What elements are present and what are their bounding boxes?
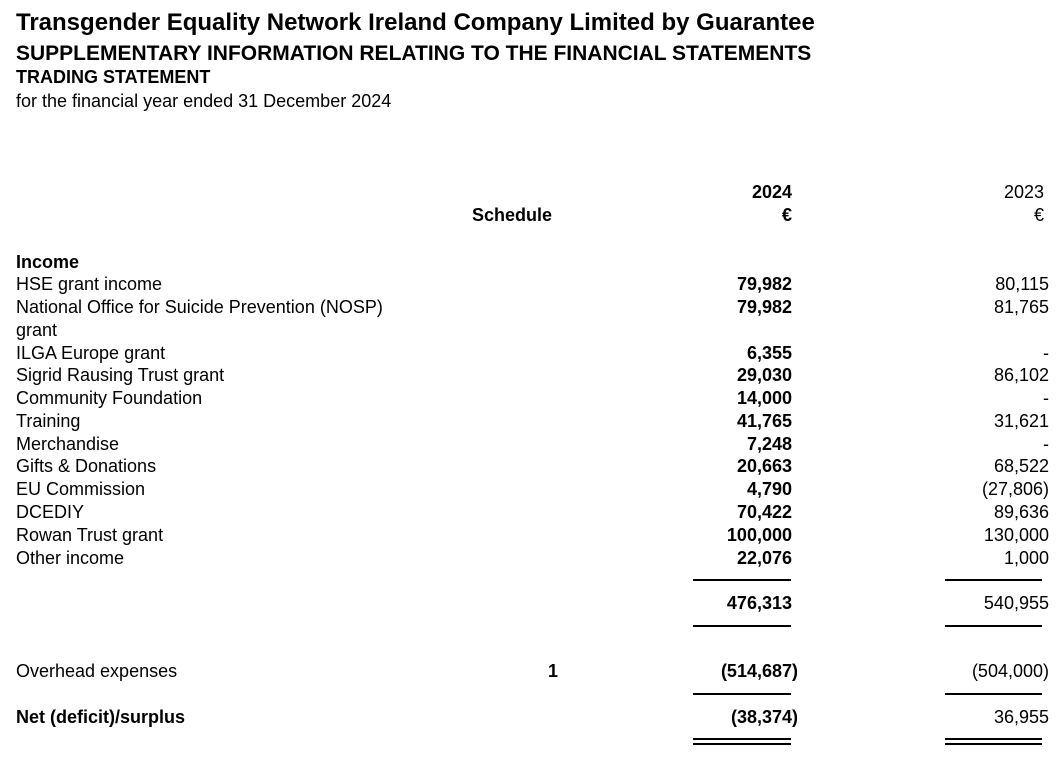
statement-title: TRADING STATEMENT	[16, 67, 211, 87]
income-row-current: 7,248	[746, 434, 792, 454]
income-row-prior: -	[1043, 343, 1049, 363]
income-row-current: 29,030	[736, 365, 792, 385]
income-row-label: ILGA Europe grant	[16, 343, 166, 363]
overhead-current: (514,687)	[720, 661, 798, 681]
income-row-prior: 89,636	[993, 502, 1049, 522]
income-row-label: Other income	[16, 548, 125, 568]
company-name: Transgender Equality Network Ireland Company Limited by Guarantee	[16, 9, 815, 36]
income-row-current: 79,982	[736, 274, 792, 294]
total-income-prior: 540,955	[983, 593, 1049, 613]
income-row-label: Merchandise	[16, 434, 120, 454]
income-row-current: 41,765	[736, 411, 792, 431]
currency-current-header: €	[781, 205, 792, 225]
income-row-prior: 68,522	[993, 456, 1049, 476]
income-row-current: 14,000	[736, 388, 792, 408]
income-row-label: DCEDIY	[16, 502, 85, 522]
income-row-current: 20,663	[736, 456, 792, 476]
income-row-prior: 81,765	[993, 297, 1049, 317]
overhead-rule-current	[693, 693, 791, 695]
net-double-rule-prior	[945, 738, 1042, 745]
income-row-current: 70,422	[736, 502, 792, 522]
income-heading: Income	[16, 252, 80, 272]
income-row-prior: 130,000	[983, 525, 1049, 545]
income-row-label: National Office for Suicide Prevention (NOSP)	[16, 297, 383, 317]
income-row-prior: 86,102	[993, 365, 1049, 385]
income-row-label: Sigrid Rausing Trust grant	[16, 365, 225, 385]
period-text: for the financial year ended 31 December 2024	[16, 91, 392, 111]
net-prior: 36,955	[993, 707, 1049, 727]
income-row-prior: (27,806)	[981, 479, 1049, 499]
income-row-label-cont: grant	[16, 320, 58, 340]
overhead-prior: (504,000)	[971, 661, 1049, 681]
income-row-current: 4,790	[746, 479, 792, 499]
section-title: SUPPLEMENTARY INFORMATION RELATING TO THE FINANCIAL STATEMENTS	[16, 42, 812, 65]
net-double-rule-current	[693, 738, 791, 745]
income-row-label: Training	[16, 411, 81, 431]
income-row-prior: -	[1043, 388, 1049, 408]
income-row-current: 6,355	[746, 343, 792, 363]
income-row-prior: 31,621	[993, 411, 1049, 431]
income-row-current: 79,982	[736, 297, 792, 317]
year-prior-header: 2023	[1003, 182, 1044, 202]
net-label: Net (deficit)/surplus	[16, 707, 186, 727]
income-row-prior: 1,000	[1003, 548, 1049, 568]
income-row-label: HSE grant income	[16, 274, 163, 294]
overhead-rule-prior	[945, 693, 1042, 695]
income-row-prior: 80,115	[995, 274, 1049, 294]
schedule-header: Schedule	[472, 205, 553, 225]
total-income-current: 476,313	[726, 593, 792, 613]
year-current-header: 2024	[751, 182, 792, 202]
income-row-label: Community Foundation	[16, 388, 203, 408]
income-row-current: 22,076	[736, 548, 792, 568]
total-underline-prior	[945, 625, 1042, 627]
total-rule-prior	[945, 579, 1042, 581]
income-row-prior: -	[1043, 434, 1049, 454]
income-row-label: EU Commission	[16, 479, 146, 499]
overhead-schedule: 1	[548, 661, 559, 681]
income-row-label: Rowan Trust grant	[16, 525, 164, 545]
overhead-label: Overhead expenses	[16, 661, 178, 681]
income-row-current: 100,000	[726, 525, 792, 545]
income-row-label: Gifts & Donations	[16, 456, 157, 476]
total-underline-current	[693, 625, 791, 627]
currency-prior-header: €	[1033, 205, 1044, 225]
net-current: (38,374)	[730, 707, 798, 727]
total-rule-current	[693, 579, 791, 581]
